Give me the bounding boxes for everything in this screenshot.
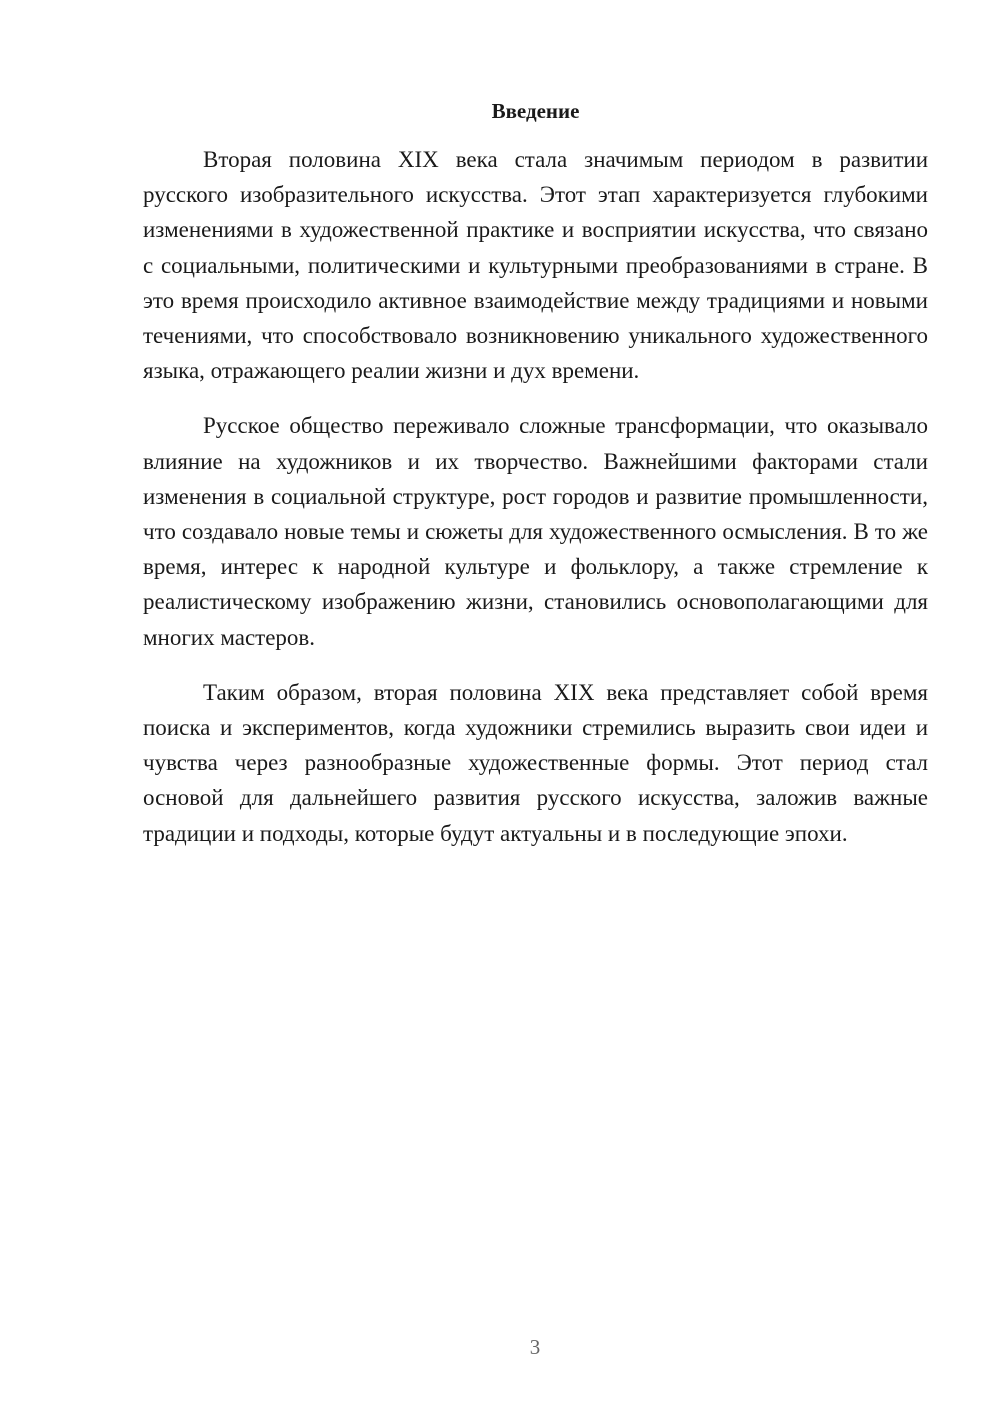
paragraph-2: Русское общество переживало сложные трансформации, что оказывало влияние на художников и их творчество. Важнейшими факторами стали изменения в социальной структуре, рост городов и развитие промышленности, что создавало новые темы и сюжеты для художественного осмысления. В то же время, интерес к народной культуре и фольклору, а также стремление к реалистическому изображению жизни, становились основополагающими для многих мастеров. (143, 413, 928, 650)
paragraph-1: Вторая половина XIX века стала значимым периодом в развитии русского изобразительного искусства. Этот этап характеризуется глубокими изменениями в художественной практике и восприятии искусства, что связано с социальными, политическими и культурными преобразованиями в стране. В это время происходило активное взаимодействие между традициями и новыми течениями, что способствовало возникновению уникального художественного языка, отражающего реалии жизни и дух времени. (143, 147, 928, 384)
paragraph-3: Таким образом, вторая половина XIX века представляет собой время поиска и экспериментов, когда художники стремились выразить свои идеи и чувства через разнообразные художественные формы. Этот период стал основой для дальнейшего развития русского искусства, заложив важные традиции и подходы, которые будут актуальны и в последующие эпохи. (143, 679, 928, 846)
page-number: 3 (529, 1335, 541, 1359)
page-title: Введение (491, 99, 580, 123)
document-body (143, 142, 928, 851)
